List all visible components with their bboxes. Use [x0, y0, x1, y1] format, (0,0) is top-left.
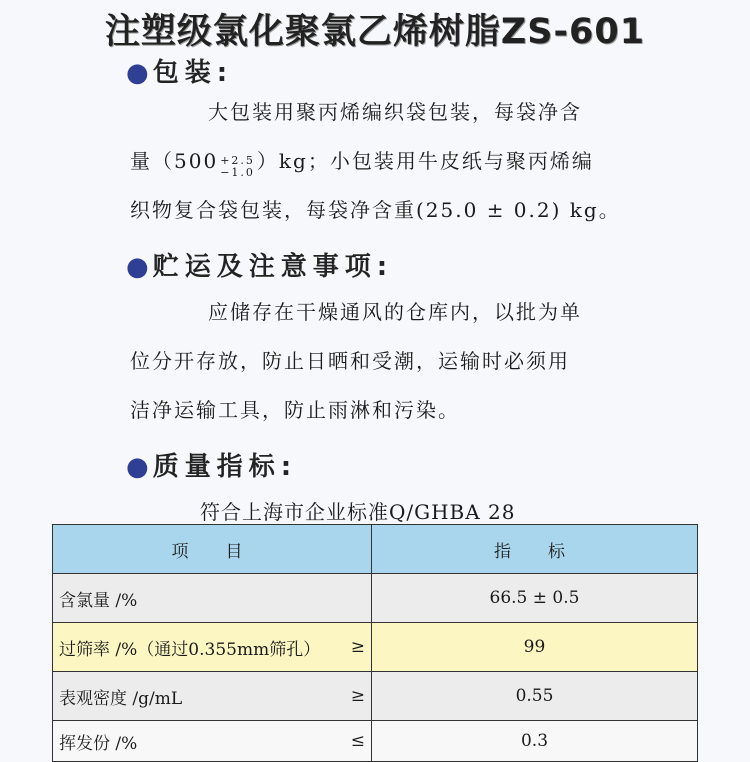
- item-cell: [53, 623, 372, 672]
- quality-standard: 符合上海市企业标准Q/GHBA 28: [200, 500, 516, 524]
- packaging-line-2-post: ）kg；小包装用牛皮纸与聚丙烯编: [256, 149, 594, 173]
- storage-line-2: 位分开存放，防止日晒和受潮，运输时必须用: [130, 349, 570, 373]
- item-cell: [53, 574, 372, 623]
- packaging-line-1: 大包装用聚丙烯编织袋包装，每袋净含: [208, 100, 582, 124]
- column-header-index: 指 标: [372, 525, 698, 574]
- quality-heading: 质量指标:: [152, 452, 298, 482]
- section-heading-packaging: [126, 52, 233, 89]
- packaging-heading: 包装:: [152, 58, 234, 88]
- quality-index-table: [52, 524, 698, 762]
- operator: ≥: [350, 686, 365, 706]
- bullet-icon: ●: [126, 58, 149, 88]
- storage-line-1: 应储存在干燥通风的仓库内，以批为单: [208, 300, 582, 324]
- tolerance-upper: +2.5: [220, 154, 255, 167]
- packaging-paragraph: [130, 88, 630, 235]
- packaging-line-2: [130, 137, 630, 186]
- table-row: [53, 672, 698, 721]
- storage-line-3: 洁净运输工具，防止雨淋和污染。: [130, 398, 460, 422]
- item-cell: [53, 721, 372, 762]
- value-cell: 0.55: [372, 672, 698, 721]
- item-label: 表观密度 /g/mL: [59, 688, 183, 709]
- column-header-item: 项 目: [53, 525, 372, 574]
- packaging-line-3: 织物复合袋包装，每袋净含重(25.0 ± 0.2) kg。: [130, 198, 621, 222]
- weight-tolerance: [220, 155, 255, 179]
- section-heading-storage: [126, 246, 393, 283]
- item-label: 过筛率 /%（通过0.355mm筛孔）: [59, 639, 321, 660]
- section-heading-quality: [126, 446, 297, 483]
- operator: ≤: [350, 731, 365, 751]
- table-row: [53, 623, 698, 672]
- storage-paragraph: [130, 288, 630, 435]
- storage-heading: 贮运及注意事项:: [152, 252, 394, 282]
- value-cell: 0.3: [372, 721, 698, 762]
- tolerance-lower: −1.0: [220, 166, 255, 179]
- operator: ≥: [350, 637, 365, 657]
- item-label: 含氯量 /%: [59, 590, 138, 611]
- value-cell: 66.5 ± 0.5: [372, 574, 698, 623]
- bullet-icon: ●: [126, 252, 149, 282]
- product-title: 注塑级氯化聚氯乙烯树脂ZS-601: [104, 12, 646, 52]
- table-header-row: [53, 525, 698, 574]
- bullet-icon: ●: [126, 452, 149, 482]
- item-label: 挥发份 /%: [59, 733, 138, 754]
- item-cell: [53, 672, 372, 721]
- table-row: [53, 574, 698, 623]
- table-row: [53, 721, 698, 762]
- value-cell: 99: [372, 623, 698, 672]
- packaging-line-2-pre: 量（500: [130, 149, 219, 173]
